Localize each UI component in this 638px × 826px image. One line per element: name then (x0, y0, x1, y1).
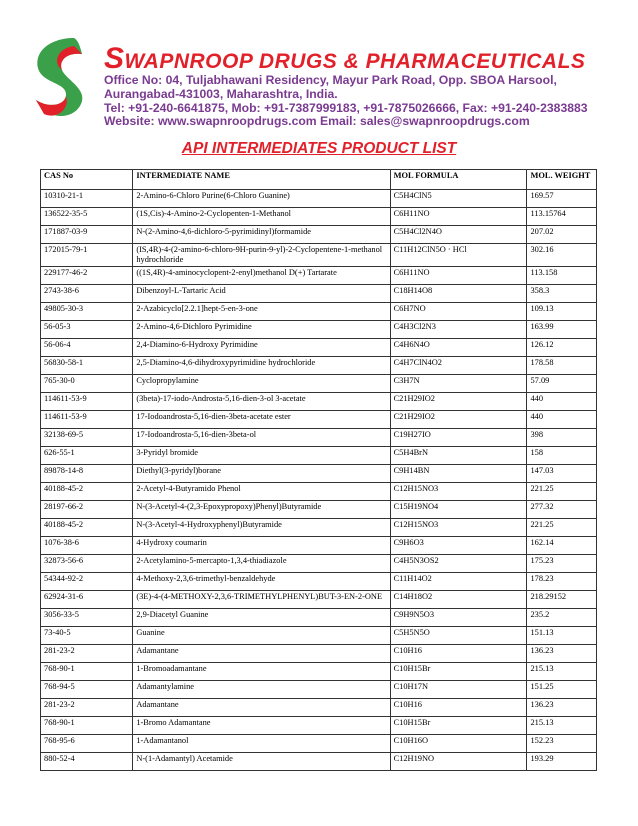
table-row (41, 393, 597, 411)
cas-no-cell: 40188-45-2 (41, 519, 133, 537)
intermediate-name-cell: 2,9-Diacetyl Guanine (133, 609, 390, 627)
mol-weight-cell: 398 (527, 429, 597, 447)
table-row (41, 609, 597, 627)
mol-weight-cell: 235.2 (527, 609, 597, 627)
intermediate-name-cell: Cyclopropylamine (133, 375, 390, 393)
table-row (41, 645, 597, 663)
table-row (41, 753, 597, 771)
cas-no-cell: 765-30-0 (41, 375, 133, 393)
mol-formula-cell: C12H15NO3 (390, 519, 527, 537)
mol-weight-cell: 147.03 (527, 465, 597, 483)
table-header-row (41, 170, 597, 190)
mol-weight-cell: 57.09 (527, 375, 597, 393)
cas-no-cell: 281-23-2 (41, 645, 133, 663)
mol-weight-cell: 169.57 (527, 190, 597, 208)
intermediate-name-cell: (3E)-4-(4-METHOXY-2,3,6-TRIMETHYLPHENYL)BUT-3-EN-2-ONE (133, 591, 390, 609)
mol-weight-cell: 178.58 (527, 357, 597, 375)
mol-weight-cell: 136.23 (527, 699, 597, 717)
mol-weight-cell: 162.14 (527, 537, 597, 555)
table-row (41, 465, 597, 483)
header-cas-no: CAS No (41, 170, 133, 190)
mol-weight-cell: 221.25 (527, 483, 597, 501)
cas-no-cell: 114611-53-9 (41, 411, 133, 429)
mol-formula-cell: C6H11NO (390, 208, 527, 226)
intermediate-name-cell: Diethyl(3-pyridyl)borane (133, 465, 390, 483)
mol-formula-cell: C14H18O2 (390, 591, 527, 609)
mol-formula-cell: C4H7ClN4O2 (390, 357, 527, 375)
intermediate-name-cell: ((1S,4R)-4-aminocyclopent-2-enyl)methanol D(+) Tartarate (133, 267, 390, 285)
header-mol-formula: MOL FORMULA (390, 170, 527, 190)
cas-no-cell: 768-90-1 (41, 663, 133, 681)
cas-no-cell: 28197-66-2 (41, 501, 133, 519)
mol-weight-cell: 215.13 (527, 717, 597, 735)
table-row (41, 483, 597, 501)
cas-no-cell: 89878-14-8 (41, 465, 133, 483)
header-mol-weight: MOL. WEIGHT (527, 170, 597, 190)
cas-no-cell: 62924-31-6 (41, 591, 133, 609)
mol-weight-cell: 215.13 (527, 663, 597, 681)
cas-no-cell: 40188-45-2 (41, 483, 133, 501)
page-title: API INTERMEDIATES PRODUCT LIST (181, 140, 457, 157)
mol-weight-cell: 440 (527, 411, 597, 429)
cas-no-cell: 54344-92-2 (41, 573, 133, 591)
table-row (41, 519, 597, 537)
mol-formula-cell: C11H14O2 (390, 573, 527, 591)
mol-weight-cell: 158 (527, 447, 597, 465)
mol-formula-cell: C6H11NO (390, 267, 527, 285)
table-row (41, 735, 597, 753)
cas-no-cell: 49805-30-3 (41, 303, 133, 321)
intermediate-name-cell: 1-Adamantanol (133, 735, 390, 753)
cas-no-cell: 73-40-5 (41, 627, 133, 645)
intermediate-name-cell: 2-Azabicyclo[2.2.1]hept-5-en-3-one (133, 303, 390, 321)
mol-weight-cell: 151.25 (527, 681, 597, 699)
cas-no-cell: 56-05-3 (41, 321, 133, 339)
mol-formula-cell: C5H4Cl2N4O (390, 226, 527, 244)
mol-weight-cell: 221.25 (527, 519, 597, 537)
mol-formula-cell: C18H14O8 (390, 285, 527, 303)
intermediate-name-cell: 17-Iodoandrosta-5,16-dien-3beta-acetate ester (133, 411, 390, 429)
table-row (41, 429, 597, 447)
cas-no-cell: 136522-35-5 (41, 208, 133, 226)
company-logo-icon (22, 34, 102, 130)
cas-no-cell: 172015-79-1 (41, 244, 133, 267)
cas-no-cell: 114611-53-9 (41, 393, 133, 411)
intermediate-name-cell: 4-Methoxy-2,3,6-trimethyl-benzaldehyde (133, 573, 390, 591)
table-row (41, 573, 597, 591)
mol-formula-cell: C9H6O3 (390, 537, 527, 555)
mol-formula-cell: C6H7NO (390, 303, 527, 321)
intermediate-name-cell: Adamantylamine (133, 681, 390, 699)
table-row (41, 303, 597, 321)
cas-no-cell: 171887-03-9 (41, 226, 133, 244)
cas-no-cell: 880-52-4 (41, 753, 133, 771)
cas-no-cell: 768-95-6 (41, 735, 133, 753)
intermediate-name-cell: N-(1-Adamantyl) Acetamide (133, 753, 390, 771)
intermediate-name-cell: 2-Amino-4,6-Dichloro Pyrimidine (133, 321, 390, 339)
cas-no-cell: 56-06-4 (41, 339, 133, 357)
intermediate-name-cell: N-(3-Acetyl-4-(2,3-Epoxypropoxy)Phenyl)Butyramide (133, 501, 390, 519)
table-row (41, 447, 597, 465)
table-row (41, 501, 597, 519)
mol-weight-cell: 218.29152 (527, 591, 597, 609)
mol-weight-cell: 440 (527, 393, 597, 411)
mol-formula-cell: C10H15Br (390, 717, 527, 735)
header-intermediate-name: INTERMEDIATE NAME (133, 170, 390, 190)
mol-formula-cell: C5H4ClN5 (390, 190, 527, 208)
table-row (41, 375, 597, 393)
mol-weight-cell: 136.23 (527, 645, 597, 663)
table-row (41, 555, 597, 573)
table-row (41, 267, 597, 285)
mol-formula-cell: C10H16 (390, 699, 527, 717)
mol-weight-cell: 151.13 (527, 627, 597, 645)
mol-weight-cell: 113.15764 (527, 208, 597, 226)
cas-no-cell: 10310-21-1 (41, 190, 133, 208)
cas-no-cell: 229177-46-2 (41, 267, 133, 285)
table-row (41, 208, 597, 226)
intermediate-name-cell: Adamantane (133, 699, 390, 717)
table-row (41, 339, 597, 357)
intermediate-name-cell: 2,5-Diamino-4,6-dihydroxypyrimidine hydrochloride (133, 357, 390, 375)
intermediate-name-cell: Adamantane (133, 645, 390, 663)
table-row (41, 244, 597, 267)
table-row (41, 717, 597, 735)
mol-formula-cell: C21H29IO2 (390, 411, 527, 429)
cas-no-cell: 626-55-1 (41, 447, 133, 465)
cas-no-cell: 2743-38-6 (41, 285, 133, 303)
intermediate-name-cell: 17-Iodoandrosta-5,16-dien-3beta-ol (133, 429, 390, 447)
cas-no-cell: 3056-33-5 (41, 609, 133, 627)
mol-weight-cell: 193.29 (527, 753, 597, 771)
mol-weight-cell: 358.3 (527, 285, 597, 303)
mol-formula-cell: C21H29IO2 (390, 393, 527, 411)
table-row (41, 699, 597, 717)
mol-weight-cell: 277.32 (527, 501, 597, 519)
mol-formula-cell: C19H27IO (390, 429, 527, 447)
mol-formula-cell: C4H5N3OS2 (390, 555, 527, 573)
table-row (41, 226, 597, 244)
mol-weight-cell: 109.13 (527, 303, 597, 321)
intermediate-name-cell: 4-Hydroxy coumarin (133, 537, 390, 555)
mol-formula-cell: C5H4BrN (390, 447, 527, 465)
mol-formula-cell: C9H9N5O3 (390, 609, 527, 627)
table-row (41, 591, 597, 609)
intermediate-name-cell: N-(3-Acetyl-4-Hydroxyphenyl)Butyramide (133, 519, 390, 537)
mol-formula-cell: C4H6N4O (390, 339, 527, 357)
cas-no-cell: 32873-56-6 (41, 555, 133, 573)
cas-no-cell: 768-90-1 (41, 717, 133, 735)
intermediate-name-cell: Guanine (133, 627, 390, 645)
mol-formula-cell: C9H14BN (390, 465, 527, 483)
table-row (41, 627, 597, 645)
company-name: SWAPNROOP DRUGS & PHARMACEUTICALS (104, 42, 586, 75)
mol-formula-cell: C12H15NO3 (390, 483, 527, 501)
mol-formula-cell: C4H3Cl2N3 (390, 321, 527, 339)
mol-formula-cell: C12H19NO (390, 753, 527, 771)
mol-formula-cell: C11H12ClN5O · HCl (390, 244, 527, 267)
table-row (41, 537, 597, 555)
address-line-2: Aurangabad-431003, Maharashtra, India. (104, 87, 338, 101)
intermediate-name-cell: (3beta)-17-iodo-Androsta-5,16-dien-3-ol 3-acetate (133, 393, 390, 411)
mol-weight-cell: 113.158 (527, 267, 597, 285)
intermediate-name-cell: 2,4-Diamino-6-Hydroxy Pyrimidine (133, 339, 390, 357)
mol-formula-cell: C5H5N5O (390, 627, 527, 645)
mol-weight-cell: 302.16 (527, 244, 597, 267)
table-row (41, 190, 597, 208)
contact-web-email: Website: www.swapnroopdrugs.com Email: sales@swapnroopdrugs.com (104, 114, 530, 128)
mol-formula-cell: C10H15Br (390, 663, 527, 681)
table-row (41, 663, 597, 681)
mol-formula-cell: C3H7N (390, 375, 527, 393)
product-table (40, 169, 597, 771)
mol-weight-cell: 152.23 (527, 735, 597, 753)
intermediate-name-cell: (1S,Cis)-4-Amino-2-Cyclopenten-1-Methanol (133, 208, 390, 226)
intermediate-name-cell: 1-Bromoadamantane (133, 663, 390, 681)
address-line-1: Office No: 04, Tuljabhawani Residency, Mayur Park Road, Opp. SBOA Harsool, (104, 73, 557, 87)
intermediate-name-cell: N-(2-Amino-4,6-dichloro-5-pyrimidinyl)formamide (133, 226, 390, 244)
mol-formula-cell: C15H19NO4 (390, 501, 527, 519)
letterhead (0, 0, 638, 132)
contact-phones: Tel: +91-240-6641875, Mob: +91-7387999183, +91-7875026666, Fax: +91-240-2383883 (104, 101, 588, 115)
cas-no-cell: 281-23-2 (41, 699, 133, 717)
cas-no-cell: 1076-38-6 (41, 537, 133, 555)
intermediate-name-cell: Dibenzoyl-L-Tartaric Acid (133, 285, 390, 303)
cas-no-cell: 768-94-5 (41, 681, 133, 699)
mol-formula-cell: C10H17N (390, 681, 527, 699)
intermediate-name-cell: (IS,4R)-4-(2-amino-6-chloro-9H-purin-9-yl)-2-Cyclopentene-1-methanol hydrochloride (133, 244, 390, 267)
table-row (41, 285, 597, 303)
table-row (41, 321, 597, 339)
table-row (41, 357, 597, 375)
intermediate-name-cell: 2-Acetylamino-5-mercapto-1,3,4-thiadiazole (133, 555, 390, 573)
intermediate-name-cell: 3-Pyridyl bromide (133, 447, 390, 465)
mol-weight-cell: 178.23 (527, 573, 597, 591)
intermediate-name-cell: 1-Bromo Adamantane (133, 717, 390, 735)
mol-weight-cell: 207.02 (527, 226, 597, 244)
mol-formula-cell: C10H16 (390, 645, 527, 663)
intermediate-name-cell: 2-Acetyl-4-Butyramido Phenol (133, 483, 390, 501)
mol-formula-cell: C10H16O (390, 735, 527, 753)
cas-no-cell: 32138-69-5 (41, 429, 133, 447)
intermediate-name-cell: 2-Amino-6-Chloro Purine(6-Chloro Guanine) (133, 190, 390, 208)
cas-no-cell: 56830-58-1 (41, 357, 133, 375)
mol-weight-cell: 175.23 (527, 555, 597, 573)
table-row (41, 411, 597, 429)
mol-weight-cell: 126.12 (527, 339, 597, 357)
mol-weight-cell: 163.99 (527, 321, 597, 339)
table-row (41, 681, 597, 699)
